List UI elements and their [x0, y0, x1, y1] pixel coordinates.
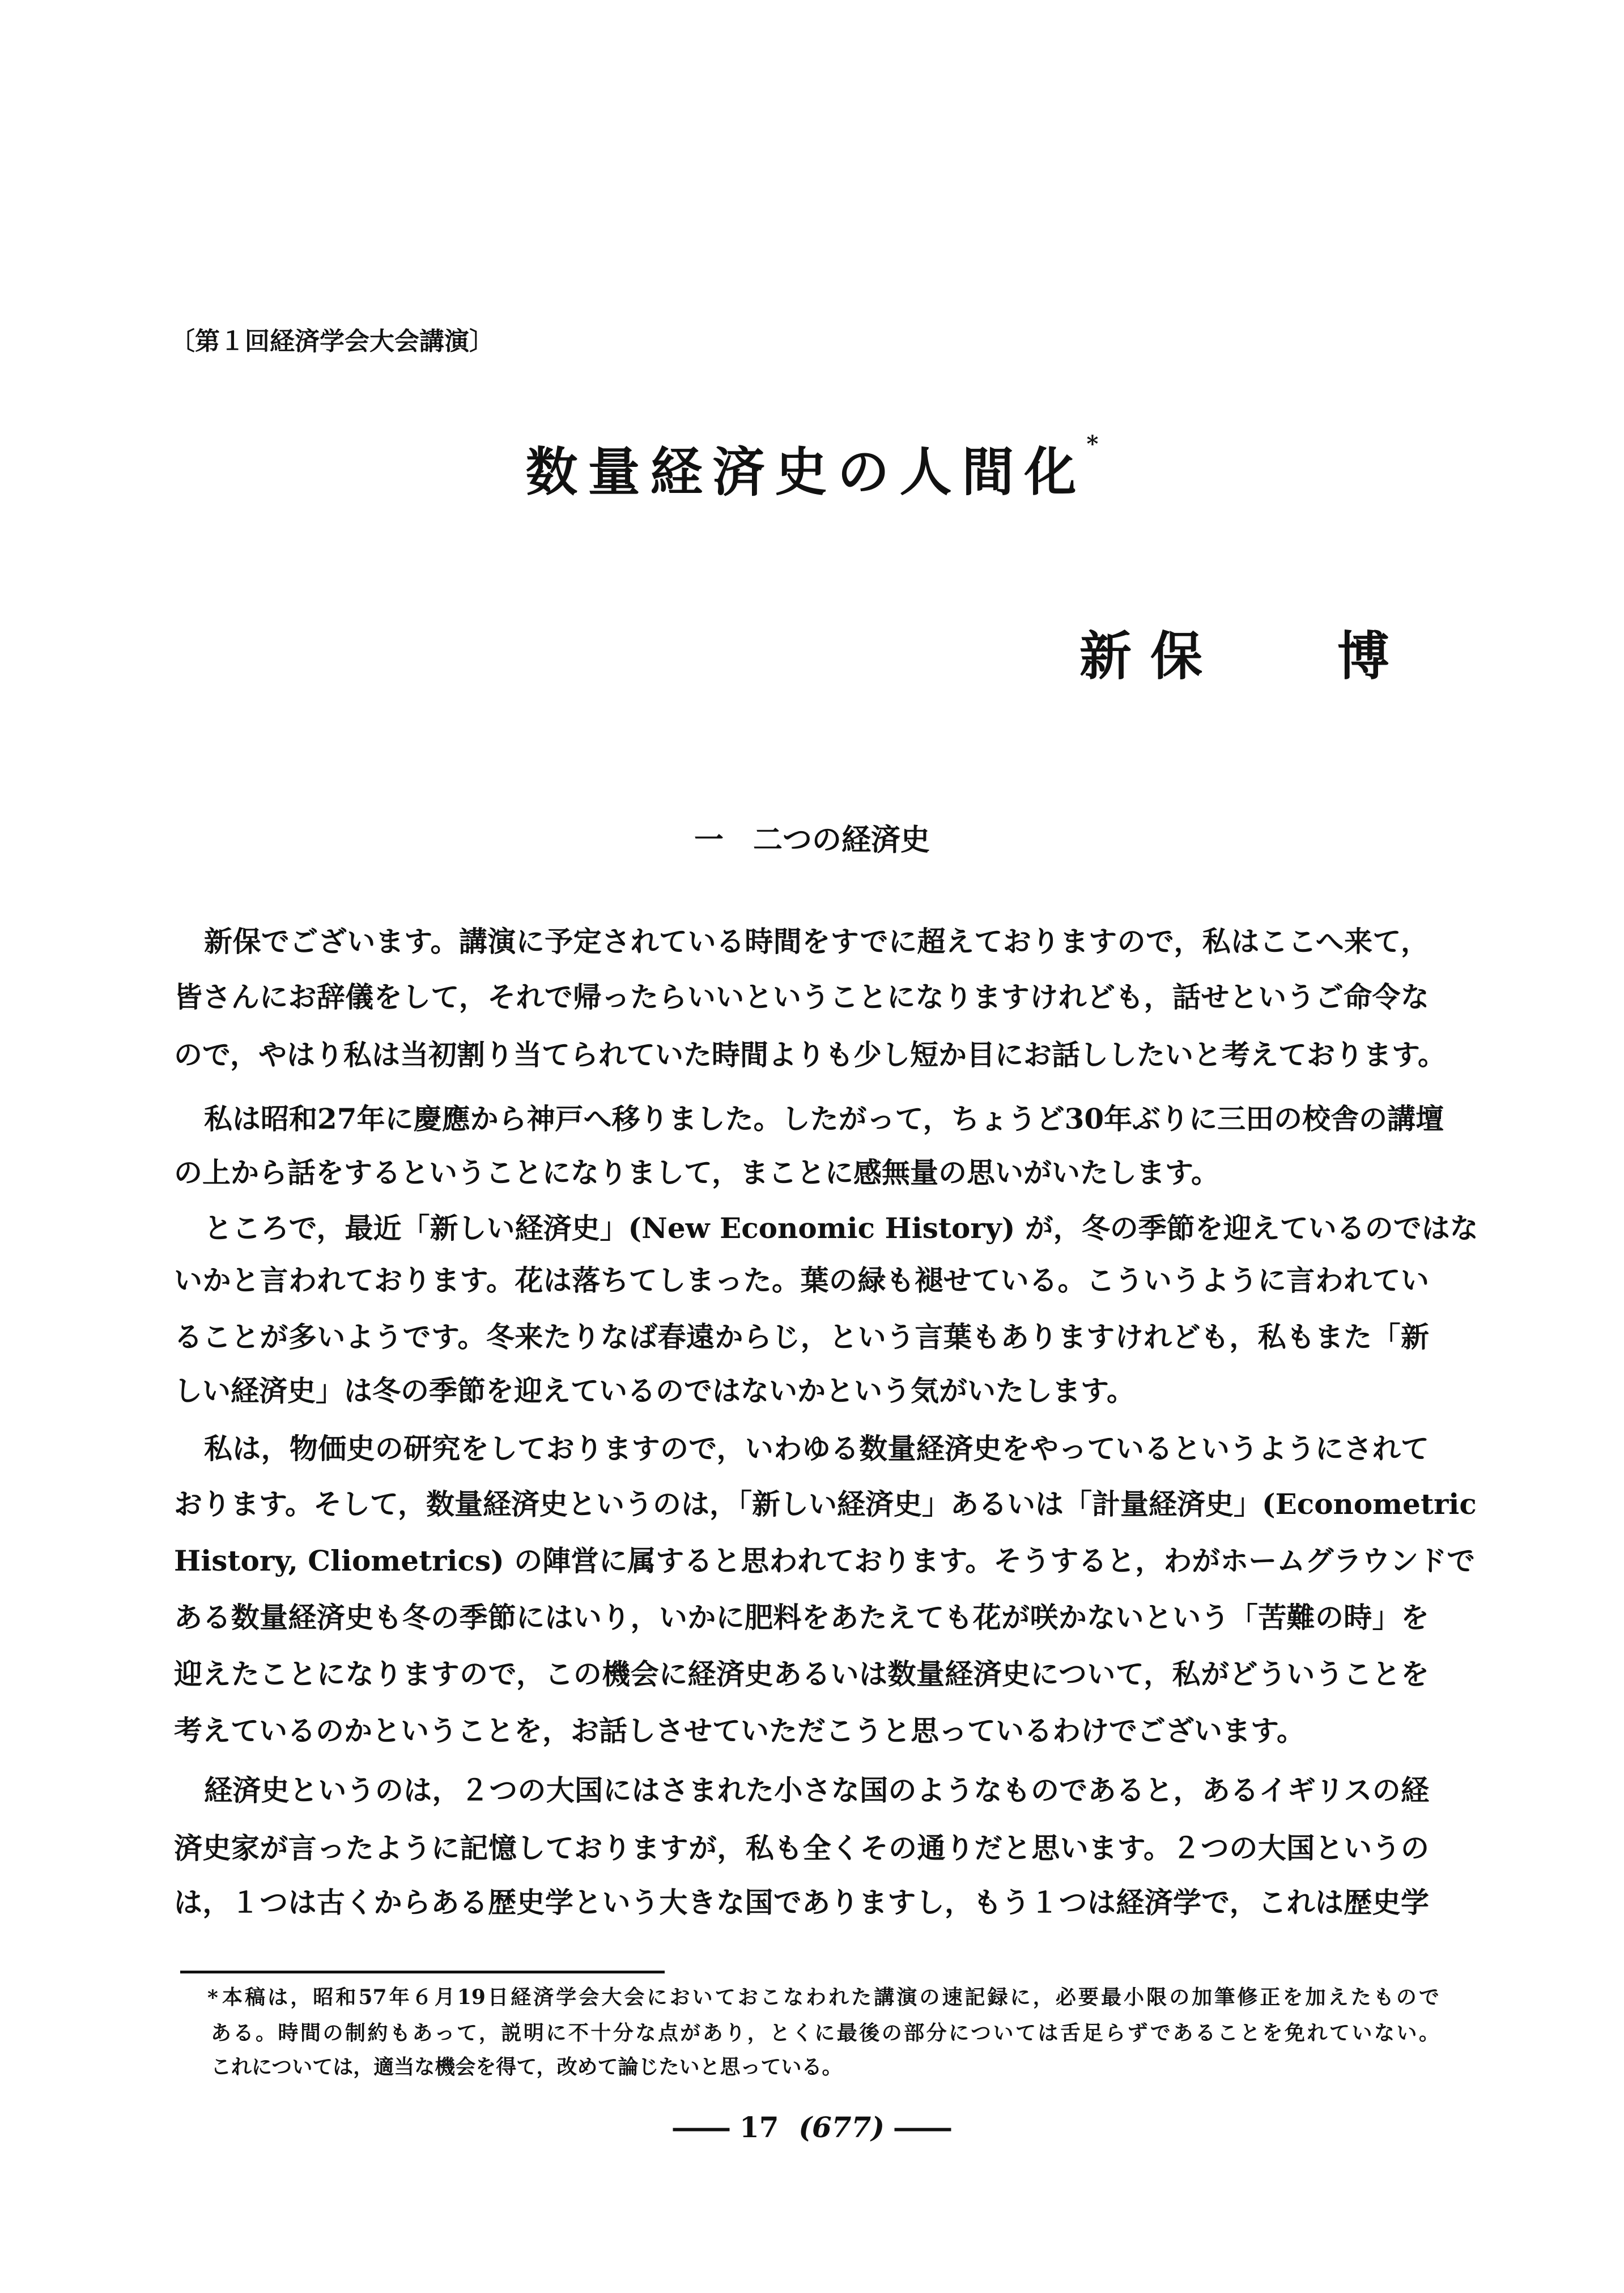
- body-line: ので，やはり私は当初割り当てられていた時間よりも少し短か目にお話ししたいと考えております。: [174, 1038, 1446, 1071]
- body-line: 皆さんにお辞儀をして，それで帰ったらいいということになりますけれども，話せというご命令な: [174, 980, 1429, 1014]
- title-text: 数量経済史の人間化: [525, 441, 1087, 503]
- body-line: History, Cliometrics) の陣営に属すると思われております。そうすると，わがホームグラウンドで: [174, 1544, 1476, 1577]
- dash-left: ――: [673, 2111, 730, 2144]
- journal-page-number: (677): [798, 2111, 885, 2144]
- footnote-line: ある。時間の制約もあって，説明に不十分な点があり，とくに最後の部分については舌足らずであることを免れていない。: [211, 2021, 1439, 2045]
- section-heading: 一 二つの経済史: [694, 823, 930, 857]
- body-line: 新保でございます。講演に予定されている時間をすでに超えておりますので，私はここへ来て，: [204, 925, 1429, 958]
- author-family-2: 保: [1150, 626, 1203, 687]
- lecture-series-label: 〔第１回経済学会大会講演〕: [170, 327, 494, 356]
- body-line: 私は，物価史の研究をしておりますので，いわゆる数量経済史をやっているというようにされて: [204, 1432, 1429, 1465]
- article-title: [0, 431, 1624, 505]
- author-family-1: 新: [1079, 626, 1132, 687]
- author-name: [1079, 615, 1389, 690]
- title-footnote-mark: *: [1086, 431, 1099, 457]
- body-line: ところで，最近「新しい経済史」(New Economic History) が，冬の季節を迎えているのではな: [204, 1211, 1478, 1245]
- body-line: 私は昭和27年に慶應から神戸へ移りました。したがって，ちょうど30年ぶりに三田の校舎の講壇: [204, 1102, 1444, 1135]
- footnote-line: これについては，適当な機会を得て，改めて論じたいと思っている。: [211, 2055, 843, 2079]
- page-number-value: 17: [739, 2111, 779, 2144]
- author-given: 博: [1337, 626, 1390, 687]
- body-line: ることが多いようです。冬来たりなば春遠からじ，という言葉もありますけれども，私もまた「新: [174, 1320, 1429, 1354]
- footnote-rule: [180, 1971, 665, 1973]
- body-line: しい経済史」は冬の季節を迎えているのではないかという気がいたします。: [174, 1374, 1135, 1407]
- body-line: の上から話をするということになりまして，まことに感無量の思いがいたします。: [174, 1156, 1219, 1189]
- footnote-mark: *: [207, 1986, 218, 2010]
- dash-right: ――: [894, 2111, 951, 2144]
- page-number: [0, 2111, 1624, 2144]
- body-line: いかと言われております。花は落ちてしまった。葉の緑も褪せている。こういうように言われてい: [174, 1264, 1429, 1297]
- body-line: 経済史というのは，２つの大国にはさまれた小さな国のようなものであると，あるイギリスの経: [204, 1773, 1429, 1807]
- body-line: 考えているのかということを，お話しさせていただこうと思っているわけでございます。: [174, 1714, 1305, 1747]
- footnote-line: 本稿は，昭和57年６月19日経済学会大会においておこなわれた講演の速記録に，必要最小限の加筆修正を加えたもので: [222, 1985, 1439, 2009]
- body-line: おります。そして，数量経済史というのは，「新しい経済史」あるいは「計量経済史」(Econometric: [174, 1487, 1477, 1521]
- body-line: ある数量経済史も冬の季節にはいり，いかに肥料をあたえても花が咲かないという「苦難の時」を: [174, 1601, 1429, 1634]
- body-line: 済史家が言ったように記憶しておりますが，私も全くその通りだと思います。２つの大国というの: [174, 1831, 1429, 1865]
- body-line: 迎えたことになりますので，この機会に経済史あるいは数量経済史について，私がどういうことを: [174, 1657, 1429, 1691]
- body-line: は，１つは古くからある歴史学という大きな国でありますし，もう１つは経済学で，これは歴史学: [174, 1886, 1429, 1919]
